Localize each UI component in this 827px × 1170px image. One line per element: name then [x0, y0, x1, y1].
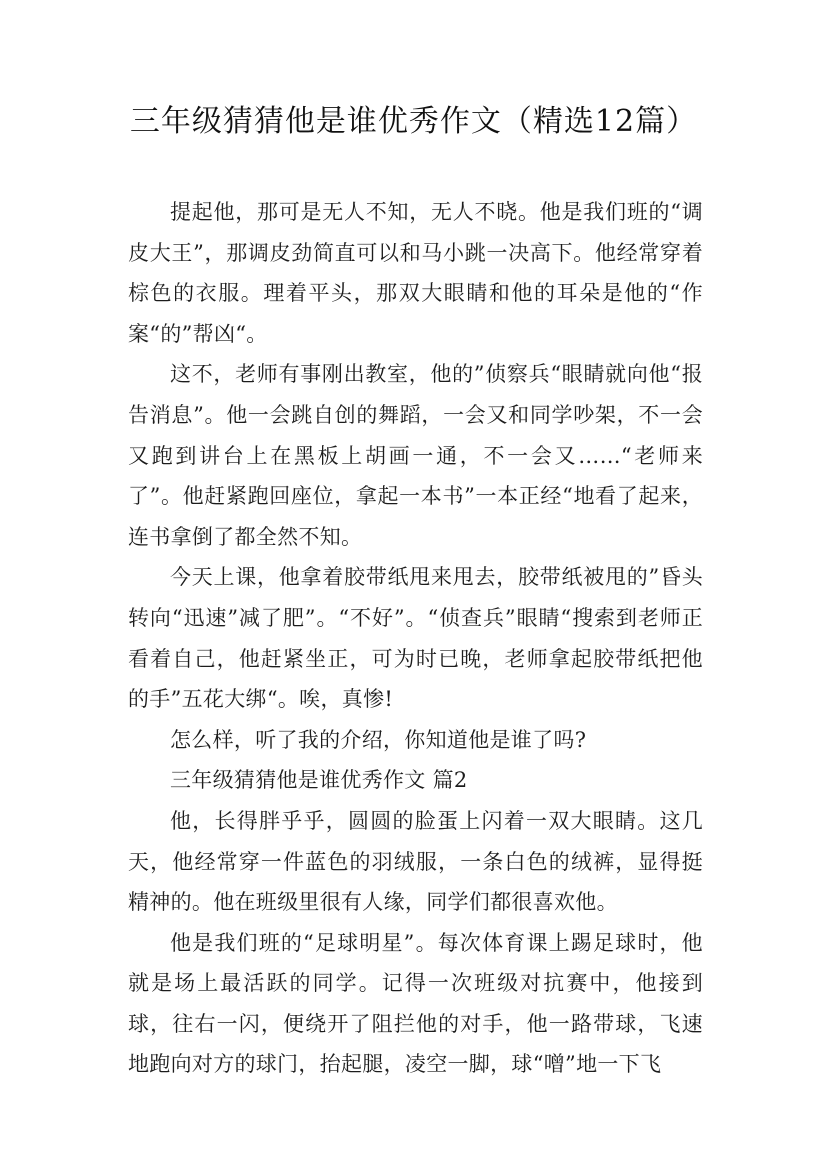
document-title: 三年级猜猜他是谁优秀作文（精选12篇） [129, 104, 698, 139]
paragraph: 提起他，那可是无人不知，无人不晓。他是我们班的“调皮大王”，那调皮劲简直可以和马小跳一决高下。他经常穿着棕色的衣服。理着平头，那双大眼睛和他的耳朵是他的“作案“的”帮凶“。 [128, 200, 703, 346]
paragraph: 怎么样，听了我的介绍，你知道他是谁了吗? [170, 727, 587, 752]
paragraph: 今天上课，他拿着胶带纸甩来甩去，胶带纸被甩的”昏头转向“迅速”减了肥”。“不好”。“侦查兵”眼睛“搜索到老师正看着自己，他赶紧坐正，可为时已晚，老师拿起胶带纸把他的手”五花大绑“。唉，真惨! [128, 565, 703, 712]
paragraph: 他是我们班的“足球明星”。每次体育课上踢足球时，他就是场上最活跃的同学。记得一次班级对抗赛中，他接到球，往右一闪，便绕开了阻拦他的对手，他一路带球，飞速地跑向对方的球门，抬起腿，凌空一脚，球“噌”地一下飞 [128, 930, 703, 1077]
section-heading: 三年级猜猜他是谁优秀作文 篇2 [170, 768, 468, 793]
document-body [128, 192, 703, 1085]
paragraph: 他，长得胖乎乎，圆圆的脸蛋上闪着一双大眼睛。这几天，他经常穿一件蓝色的羽绒服，一条白色的绒裤，显得挺精神的。他在班级里很有人缘，同学们都很喜欢他。 [128, 808, 703, 915]
paragraph: 这不，老师有事刚出教室，他的”侦察兵“眼睛就向他“报告消息”。他一会跳自创的舞蹈，一会又和同学吵架，不一会又跑到讲台上在黑板上胡画一通，不一会又……“老师来了”。他赶紧跑回座位，拿起一本书”一本正经“地看了起来，连书拿倒了都全然不知。 [128, 362, 703, 549]
